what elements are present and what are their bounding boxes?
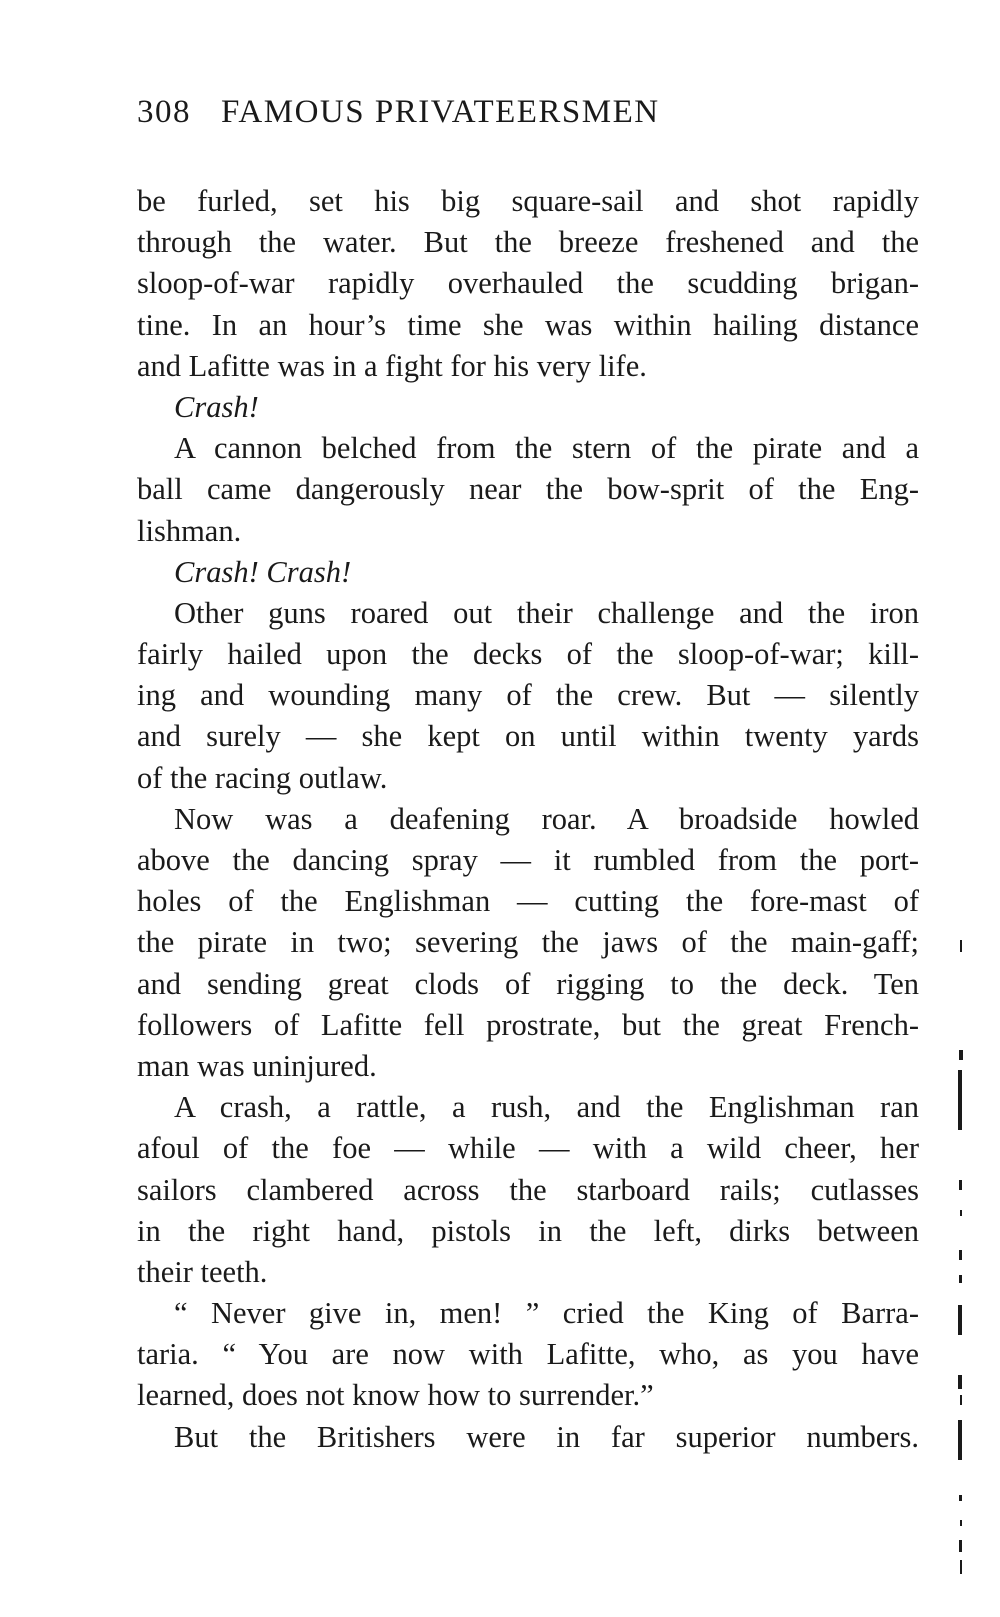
margin-scan-marks	[955, 940, 975, 1600]
page-number: 308	[137, 94, 191, 130]
text-line: ball came dangerously near the bow-sprit of the Eng-	[137, 472, 919, 507]
text-line: A cannon belched from the stern of the pirate and a	[174, 431, 919, 466]
scan-mark	[958, 1070, 962, 1130]
scan-mark	[960, 1395, 962, 1405]
scan-mark	[958, 1375, 962, 1389]
text-line: through the water. But the breeze freshened and the	[137, 225, 919, 260]
text-line: sailors clambered across the starboard rails; cutlasses	[137, 1172, 919, 1207]
scan-mark	[960, 1210, 962, 1216]
text-line: and surely — she kept on until within twenty yards	[137, 719, 919, 754]
scan-mark	[959, 1180, 962, 1190]
text-line: tine. In an hour’s time she was within hailing distance	[137, 307, 919, 342]
text-line: “ Never give in, men! ” cried the King of Barra-	[174, 1296, 919, 1331]
body-text	[137, 181, 919, 1458]
scan-mark	[959, 1050, 963, 1060]
text-line: fairly hailed upon the decks of the sloop-of-war; kill-	[137, 637, 919, 672]
text-line: taria. “ You are now with Lafitte, who, as you have	[137, 1337, 919, 1372]
scan-mark	[958, 1305, 962, 1335]
scan-mark	[959, 1275, 962, 1283]
text-line: in the right hand, pistols in the left, dirks between	[137, 1213, 919, 1248]
scan-mark	[960, 940, 962, 952]
text-line: man was uninjured.	[137, 1048, 377, 1083]
scan-mark	[959, 1250, 962, 1260]
text-line: their teeth.	[137, 1254, 268, 1289]
text-line: afoul of the foe — while — with a wild cheer, her	[137, 1131, 919, 1166]
scan-mark	[960, 1520, 962, 1526]
text-line: the pirate in two; severing the jaws of the main-gaff;	[137, 925, 919, 960]
text-line: learned, does not know how to surrender.”	[137, 1378, 654, 1413]
text-line: holes of the Englishman — cutting the fore-mast of	[137, 884, 919, 919]
text-line: Crash!	[174, 389, 259, 424]
text-line: and Lafitte was in a fight for his very life.	[137, 348, 647, 383]
text-line: and sending great clods of rigging to the deck. Ten	[137, 966, 919, 1001]
text-line: be furled, set his big square-sail and shot rapidly	[137, 184, 919, 218]
text-line: Other guns roared out their challenge and the iron	[174, 595, 919, 630]
text-line: Now was a deafening roar. A broadside howled	[174, 801, 919, 836]
scan-mark	[959, 1540, 962, 1552]
text-line: A crash, a rattle, a rush, and the Englishman ran	[174, 1090, 919, 1125]
scan-mark	[959, 1495, 962, 1501]
text-line: above the dancing spray — it rumbled from the port-	[137, 843, 919, 877]
text-line: Crash! Crash!	[174, 554, 352, 589]
text-line: of the racing outlaw.	[137, 760, 388, 795]
text-line: ing and wounding many of the crew. But — silently	[137, 678, 919, 713]
scan-mark	[958, 1420, 962, 1460]
scan-mark	[960, 1560, 962, 1574]
text-line: followers of Lafitte fell prostrate, but the great French-	[137, 1007, 919, 1042]
running-title: FAMOUS PRIVATEERSMEN	[221, 94, 660, 130]
text-line: lishman.	[137, 513, 242, 548]
text-line: But the Britishers were in far superior numbers.	[174, 1419, 919, 1454]
text-line: sloop-of-war rapidly overhauled the scudding brigan-	[137, 266, 919, 301]
running-header	[137, 94, 937, 144]
